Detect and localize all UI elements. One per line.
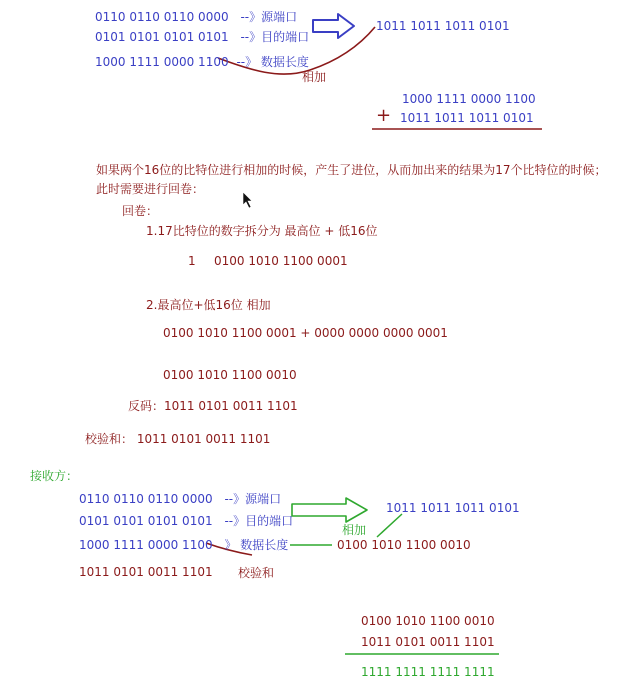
receiver-title: 接收方： [30, 469, 79, 483]
sender-plus-sign: + [376, 105, 392, 126]
wrap-step-1: 1.17比特位的数字拆分为 最高位 + 低16位 [146, 224, 378, 238]
receiver-row-bits: 0101 0101 0101 0101 [79, 514, 213, 528]
explanation-line-2: 此时需要进行回卷： [96, 182, 205, 196]
sender-hollow-arrow [313, 14, 354, 38]
sender-row-label: --》源端口 [240, 10, 298, 24]
sender-sum-operand2: 1011 1011 1011 0101 [400, 111, 534, 125]
sender-row-bits: 0110 0110 0110 0000 [95, 10, 229, 24]
sender-row-src-port [95, 9, 297, 25]
checksum-value: 校验和： 1011 0101 0011 1101 [85, 432, 271, 446]
ones-complement: 反码：1011 0101 0011 1101 [128, 399, 298, 413]
sender-result-bits: 1011 1011 1011 0101 [376, 19, 510, 33]
sender-add-label: 相加 [302, 70, 327, 84]
wrap-step-1-high-bit: 1 [188, 254, 196, 268]
receiver-result-bits: 1011 1011 1011 0101 [386, 501, 520, 515]
sender-row-bits: 0101 0101 0101 0101 [95, 30, 229, 44]
wrap-step-2-expression: 0100 1010 1100 0001 + 0000 0000 0000 0001 [163, 326, 448, 340]
receiver-row-length [79, 537, 288, 553]
mouse-cursor-icon [243, 192, 252, 208]
wrap-step-1-low-bits: 0100 1010 1100 0001 [214, 254, 348, 268]
receiver-checksum-label: 校验和 [238, 566, 275, 580]
explanation-line-1: 如果两个16位的比特位进行相加的时候，产生了进位，从而加出来的结果为17个比特位的时候； [96, 163, 607, 177]
receiver-row-label: --》源端口 [224, 492, 282, 506]
receiver-sum-operand2: 1011 0101 0011 1101 [361, 635, 495, 649]
sender-row-bits: 1000 1111 0000 1100 [95, 55, 229, 69]
wrap-title: 回卷： [122, 204, 159, 218]
receiver-hollow-arrow [292, 498, 367, 522]
wrap-step-2: 2.最高位+低16位 相加 [146, 298, 271, 312]
receiver-row-bits: 0110 0110 0110 0000 [79, 492, 213, 506]
sender-row-dst-port [95, 29, 309, 45]
sender-sum-operand1: 1000 1111 0000 1100 [402, 92, 536, 106]
sender-row-length [95, 54, 309, 70]
wrap-step-2-result: 0100 1010 1100 0010 [163, 368, 297, 382]
receiver-row-src-port [79, 491, 281, 507]
receiver-checksum-bits: 1011 0101 0011 1101 [79, 565, 213, 579]
receiver-sum-result: 1111 1111 1111 1111 [361, 665, 495, 679]
receiver-sum-operand1: 0100 1010 1100 0010 [361, 614, 495, 628]
receiver-row-label: 》 数据长度 [224, 538, 289, 552]
sender-row-label: --》目的端口 [240, 30, 310, 44]
receiver-wrapped-bits: 0100 1010 1100 0010 [337, 538, 471, 552]
receiver-row-dst-port [79, 513, 293, 529]
receiver-slash-stroke [377, 514, 402, 537]
sender-row-label: --》 数据长度 [236, 55, 309, 69]
receiver-row-label: --》目的端口 [224, 514, 294, 528]
receiver-row-bits: 1000 1111 0000 1100 [79, 538, 213, 552]
receiver-add-label: 相加 [342, 523, 367, 537]
